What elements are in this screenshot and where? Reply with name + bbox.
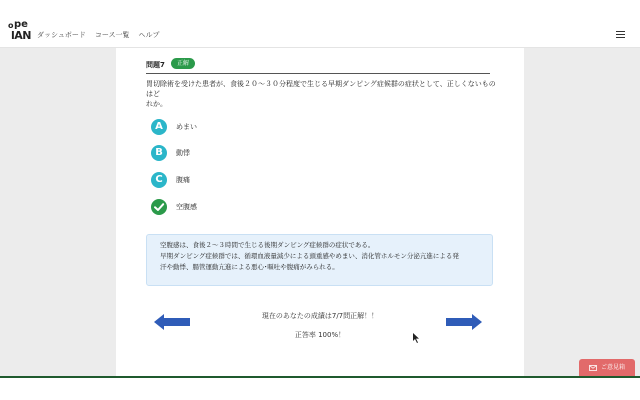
option-a[interactable] <box>151 119 351 135</box>
correct-badge: 正解 <box>171 58 195 69</box>
app-logo[interactable]: o pe lAN <box>8 19 31 42</box>
nav-help[interactable]: ヘルプ <box>138 31 160 39</box>
score-text: 現在のあなたの成績は7/7問正解！！ <box>261 312 379 320</box>
footer <box>0 378 640 400</box>
letter-a-icon: A <box>151 119 167 135</box>
question-header <box>146 60 490 74</box>
letter-b-icon: B <box>151 145 167 161</box>
feedback-button[interactable]: ご意見箱 <box>579 359 635 376</box>
explanation-box: 空腹感は、食後２～３時間で生じる後期ダンピング症候群の症状である。 早期ダンピング症候群では、循環血液量減少による頭重感やめまい、消化管ホルモン分泌亢進による発 汗や動悸、腸管運動亢進による悪心･嘔吐や腹痛がみられる。 <box>146 234 493 286</box>
option-b[interactable] <box>151 145 351 161</box>
letter-c-icon: C <box>151 172 167 188</box>
nav-course-list[interactable]: コース一覧 <box>94 31 130 39</box>
option-label: 空腹感 <box>176 203 197 211</box>
hamburger-icon[interactable] <box>616 31 625 38</box>
question-number: 問題7 <box>146 61 165 69</box>
option-label: めまい <box>176 123 197 131</box>
nav-dashboard[interactable]: ダッシュボード <box>37 31 86 39</box>
check-icon <box>151 199 167 215</box>
rate-text: 正答率 100%！ <box>294 331 346 339</box>
option-label: 動悸 <box>176 149 190 157</box>
top-bar <box>0 0 640 48</box>
arrow-right-icon[interactable] <box>446 314 482 330</box>
mouse-cursor-icon <box>413 333 421 343</box>
main-nav <box>37 30 160 40</box>
option-label: 腹痛 <box>176 176 190 184</box>
mail-icon <box>589 365 597 371</box>
question-text: 胃切除術を受けた患者が、食後２０～３０分程度で生じる早期ダンピング症候群の症状として、正しくないものはど れか。 <box>146 80 496 108</box>
option-c[interactable] <box>151 172 351 188</box>
option-d-correct[interactable] <box>151 199 351 215</box>
question-panel <box>116 48 524 376</box>
